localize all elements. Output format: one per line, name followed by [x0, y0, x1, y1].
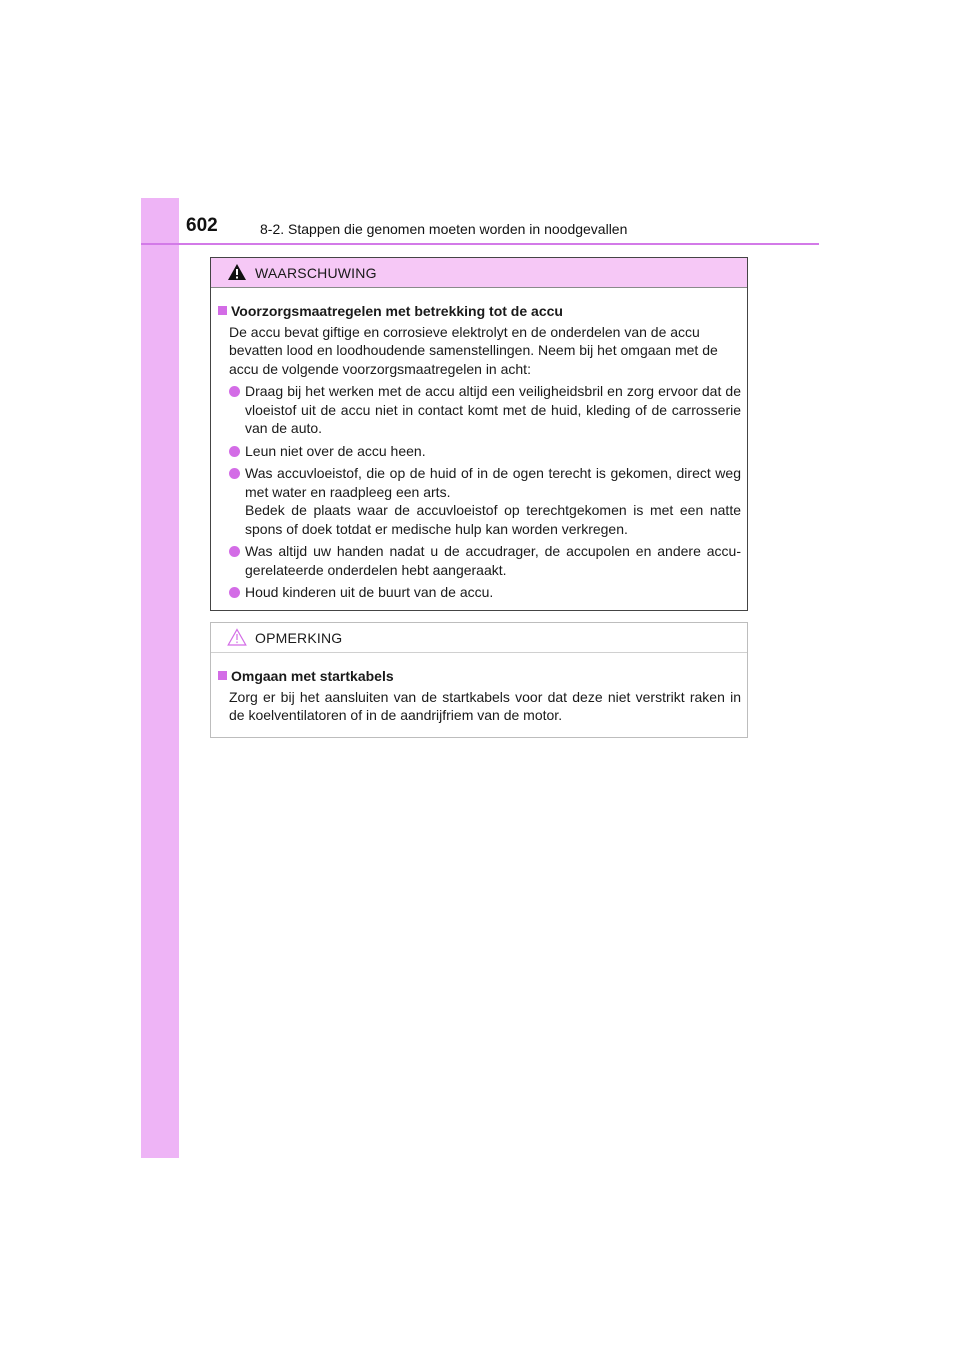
note-label: OPMERKING	[255, 630, 343, 646]
list-item-text-continued: Bedek de plaats waar de accuvloeistof op terechtgekomen is met een natte spons of doek totdat er medische hulp kan worden verkregen.	[245, 502, 741, 537]
note-body	[211, 653, 747, 725]
warning-header	[211, 258, 747, 288]
chapter-side-tab	[141, 198, 179, 1158]
note-text: Zorg er bij het aansluiten van de startkabels voor dat deze niet verstrikt raken in de koelventilatoren of in de aandrijfriem van de motor.	[229, 688, 741, 723]
warning-label: WAARSCHUWING	[255, 265, 377, 281]
note-box	[210, 622, 748, 738]
list-item	[229, 464, 741, 538]
list-item-text-block	[245, 464, 741, 538]
caution-triangle-outline-icon	[227, 628, 247, 646]
list-item-text: Draag bij het werken met de accu altijd een veiligheidsbril en zorg ervoor dat de vloeistof uit de accu niet in contact komt met de huid, kleding of de carrosserie van de auto.	[245, 383, 741, 436]
page-number: 602	[186, 215, 218, 236]
warning-body	[211, 288, 747, 602]
list-item	[229, 542, 741, 579]
round-bullet-icon	[229, 468, 240, 479]
note-heading-text: Omgaan met startkabels	[231, 668, 394, 684]
warning-intro: De accu bevat giftige en corrosieve elektrolyt en de onderdelen van de accu bevatten lood en loodhoudende samenstellingen. Neem bij het omgaan met de accu de volgende voorzorgsmaatregelen in acht:	[229, 323, 718, 377]
list-item	[229, 442, 741, 461]
list-item-text: Was altijd uw handen nadat u de accudrager, de accupolen en andere accu-gerelateerde onderdelen hebt aangeraakt.	[245, 543, 741, 578]
list-item-text: Was accuvloeistof, die op de huid of in de ogen terecht is gekomen, direct weg met water en raadpleeg een arts.	[245, 465, 741, 500]
warning-heading	[218, 302, 741, 321]
note-heading	[218, 667, 741, 686]
round-bullet-icon	[229, 546, 240, 557]
warning-heading-text: Voorzorgsmaatregelen met betrekking tot de accu	[231, 303, 563, 319]
warning-box	[210, 257, 748, 611]
list-item	[229, 583, 741, 602]
list-item-text: Houd kinderen uit de buurt van de accu.	[245, 584, 494, 600]
list-item-text: Leun niet over de accu heen.	[245, 442, 426, 459]
square-bullet-icon	[218, 306, 227, 315]
header-rule	[141, 243, 819, 245]
round-bullet-icon	[229, 446, 240, 457]
round-bullet-icon	[229, 386, 240, 397]
square-bullet-icon	[218, 671, 227, 680]
section-title: 8-2. Stappen die genomen moeten worden in noodgevallen	[260, 221, 628, 237]
round-bullet-icon	[229, 587, 240, 598]
list-item	[229, 382, 741, 438]
warning-triangle-icon	[227, 263, 247, 281]
note-header	[211, 623, 747, 653]
